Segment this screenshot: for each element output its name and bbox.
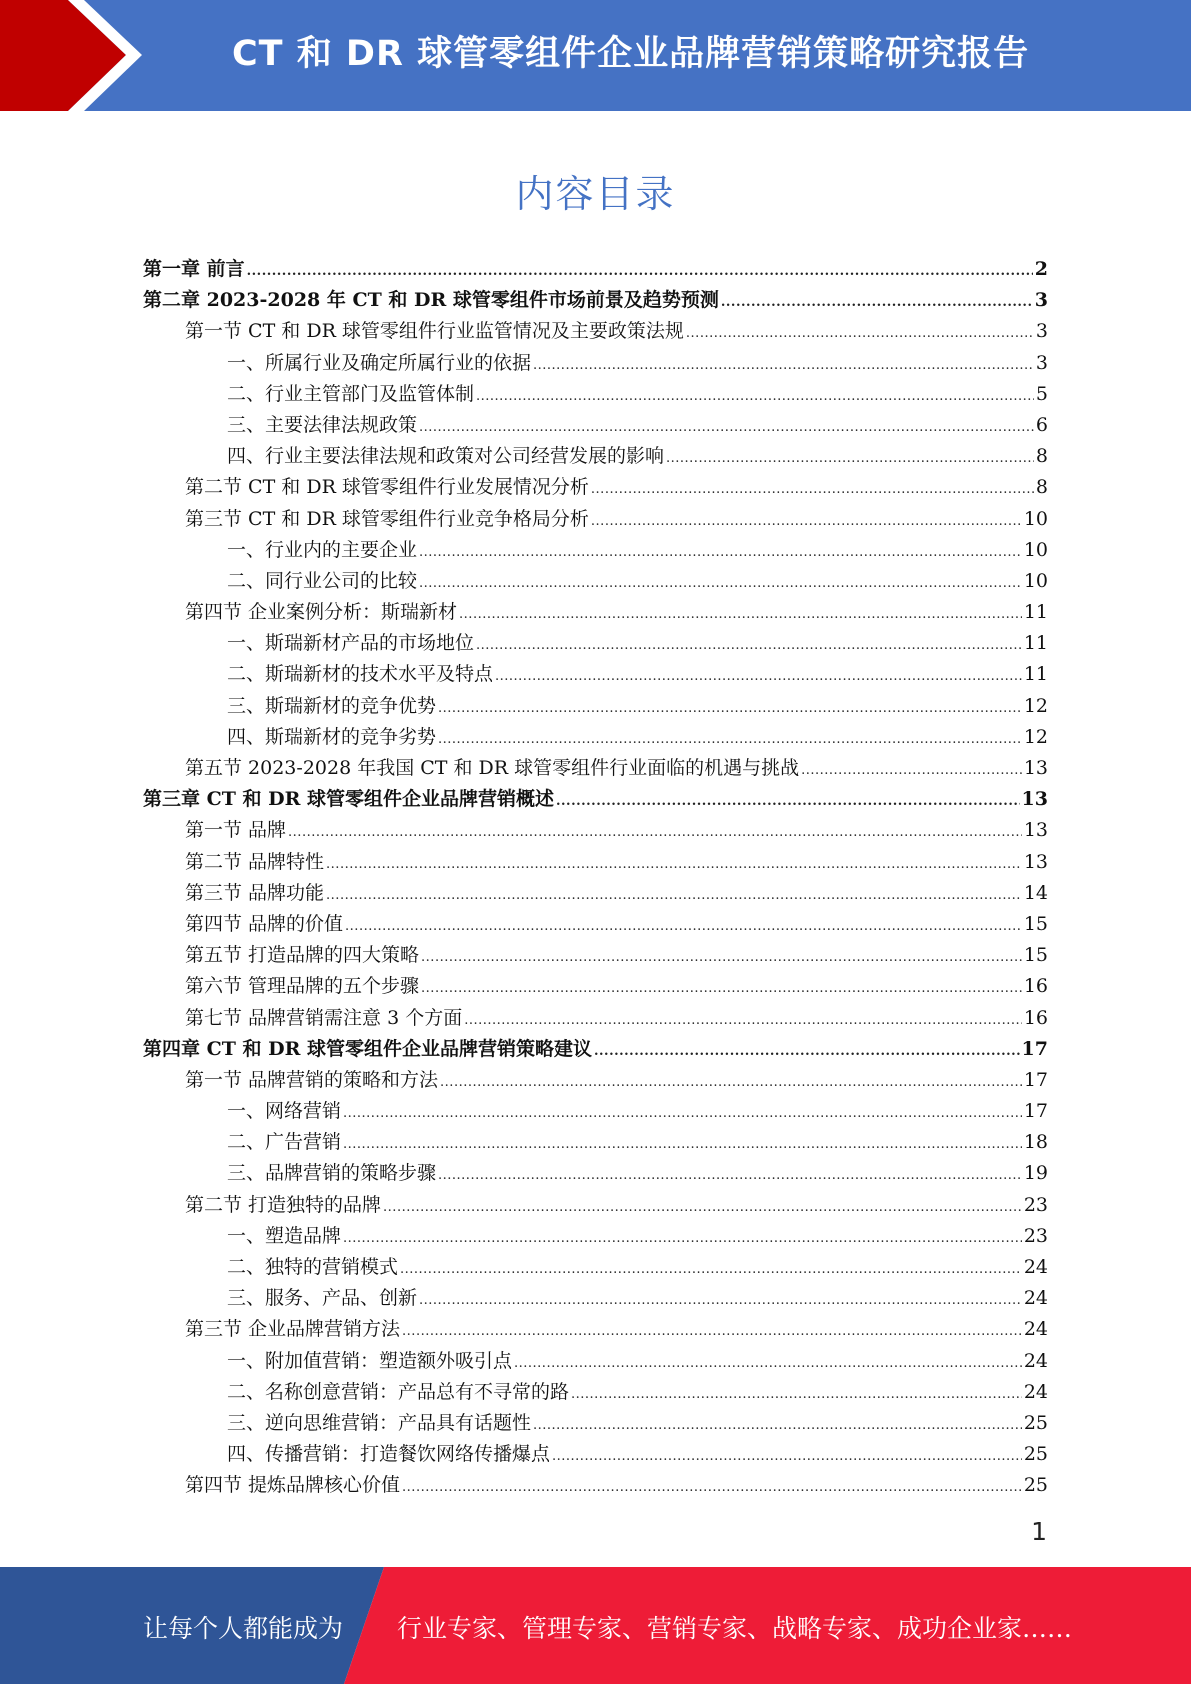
toc-dot-leader: [419, 568, 1022, 599]
toc-entry[interactable]: [143, 410, 1048, 441]
toc-entry-page: 25: [1023, 1474, 1048, 1497]
toc-entry[interactable]: [143, 316, 1048, 347]
toc-entry-title: 第三节 CT 和 DR 球管零组件行业竞争格局分析: [185, 507, 589, 530]
toc-entry-page: 13: [1023, 757, 1048, 779]
toc-dot-leader: [343, 1223, 1022, 1254]
toc-dot-leader: [247, 256, 1033, 287]
toc-heading: 内容目录: [515, 172, 676, 216]
toc-dot-leader: [594, 1036, 1020, 1067]
toc-dot-leader: [801, 755, 1022, 786]
toc-entry-page: 3: [1035, 351, 1048, 374]
toc-entry-page: 23: [1023, 1193, 1048, 1216]
toc-dot-leader: [326, 849, 1022, 880]
toc-entry-title: 第四节 企业案例分析：斯瑞新材: [185, 601, 458, 624]
toc-entry[interactable]: [143, 722, 1048, 753]
toc-dot-leader: [419, 537, 1022, 568]
toc-entry-title: 三、服务、产品、创新: [227, 1287, 418, 1310]
toc-dot-leader: [421, 973, 1022, 1004]
toc-entry-page: 12: [1023, 725, 1048, 748]
toc-entry-title: 二、斯瑞新材的技术水平及特点: [227, 663, 494, 686]
toc-entry-page: 11: [1023, 632, 1048, 655]
toc-entry[interactable]: [143, 441, 1048, 472]
toc-entry-title: 第三章 CT 和 DR 球管零组件企业品牌营销概述: [143, 788, 554, 811]
toc-dot-leader: [552, 1441, 1022, 1472]
toc-entry-page: 2: [1034, 258, 1048, 280]
toc-entry-title: 三、品牌营销的策略步骤: [227, 1162, 437, 1185]
toc-entry[interactable]: [143, 379, 1048, 410]
toc-entry[interactable]: [143, 1314, 1048, 1345]
toc-entry-page: 10: [1023, 507, 1048, 530]
toc-entry-title: 第四章 CT 和 DR 球管零组件企业品牌营销策略建议: [143, 1037, 592, 1060]
toc-entry-title: 一、塑造品牌: [227, 1224, 342, 1247]
toc-entry-page: 17: [1021, 1037, 1048, 1060]
toc-dot-leader: [476, 630, 1022, 661]
toc-dot-leader: [400, 1254, 1022, 1285]
toc-entry[interactable]: [143, 628, 1048, 659]
toc-entry-title: 第四节 提炼品牌核心价值: [185, 1474, 401, 1497]
toc-entry-title: 第二节 打造独特的品牌: [185, 1193, 382, 1216]
toc-entry[interactable]: [143, 1470, 1048, 1501]
toc-entry[interactable]: [143, 1408, 1048, 1439]
toc-entry[interactable]: [143, 971, 1048, 1002]
toc-entry-title: 第二节 品牌特性: [185, 850, 325, 873]
toc-entry-title: 第七节 品牌营销需注意 3 个方面: [185, 1006, 463, 1029]
toc-entry-title: 第一节 CT 和 DR 球管零组件行业监管情况及主要政策法规: [185, 320, 684, 343]
toc-entry-page: 24: [1023, 1380, 1048, 1403]
toc-entry[interactable]: [143, 1377, 1048, 1408]
toc-entry-page: 14: [1023, 881, 1048, 904]
toc-entry-title: 一、附加值营销：塑造额外吸引点: [227, 1349, 513, 1372]
toc-dot-leader: [533, 350, 1034, 381]
toc-dot-leader: [438, 724, 1022, 755]
toc-entry[interactable]: [143, 285, 1048, 316]
toc-entry[interactable]: [143, 1127, 1048, 1158]
toc-entry[interactable]: [143, 1034, 1048, 1065]
toc-entry-page: 3: [1035, 320, 1048, 343]
toc-entry[interactable]: [143, 753, 1048, 784]
toc-entry[interactable]: [143, 1252, 1048, 1283]
toc-dot-leader: [440, 1067, 1022, 1098]
toc-entry-page: 11: [1023, 663, 1048, 686]
toc-entry[interactable]: [143, 1283, 1048, 1314]
toc-entry-title: 二、广告营销: [227, 1131, 342, 1154]
toc-dot-leader: [438, 1160, 1022, 1191]
toc-entry[interactable]: [143, 815, 1048, 846]
toc-dot-leader: [571, 1379, 1022, 1410]
toc-entry[interactable]: [143, 1158, 1048, 1189]
toc-entry-title: 一、斯瑞新材产品的市场地位: [227, 632, 475, 655]
toc-dot-leader: [419, 1285, 1022, 1316]
toc-entry-title: 第六节 管理品牌的五个步骤: [185, 975, 420, 998]
toc-entry-page: 24: [1023, 1287, 1048, 1310]
toc-entry[interactable]: [143, 504, 1048, 535]
toc-entry[interactable]: [143, 940, 1048, 971]
toc-entry[interactable]: [143, 254, 1048, 285]
toc-entry[interactable]: [143, 659, 1048, 690]
footer-slogan-right: 行业专家、管理专家、营销专家、战略专家、成功企业家……: [397, 1614, 1073, 1643]
toc-dot-leader: [402, 1316, 1022, 1347]
toc-entry[interactable]: [143, 1190, 1048, 1221]
report-title: CT 和 DR 球管零组件企业品牌营销策略研究报告: [232, 34, 1030, 74]
toc-dot-leader: [438, 693, 1022, 724]
toc-entry-page: 8: [1035, 476, 1048, 499]
toc-entry-title: 三、斯瑞新材的竞争优势: [227, 694, 437, 717]
toc-dot-leader: [721, 287, 1033, 318]
toc-entry-title: 二、行业主管部门及监管体制: [227, 382, 475, 405]
toc-entry-page: 15: [1023, 944, 1048, 967]
toc-entry[interactable]: [143, 1096, 1048, 1127]
toc-entry-page: 15: [1023, 912, 1048, 935]
toc-entry-title: 一、行业内的主要企业: [227, 538, 418, 561]
toc-entry-title: 一、网络营销: [227, 1100, 342, 1123]
toc-entry-title: 三、逆向思维营销：产品具有话题性: [227, 1411, 532, 1434]
footer-slogan-left: 让每个人都能成为: [143, 1614, 344, 1643]
toc-entry-page: 13: [1023, 850, 1048, 873]
toc-dot-leader: [514, 1348, 1022, 1379]
toc-dot-leader: [343, 1129, 1022, 1160]
toc-entry[interactable]: [143, 1003, 1048, 1034]
toc-entry-title: 二、同行业公司的比较: [227, 569, 418, 592]
toc-entry-title: 第一节 品牌: [185, 819, 287, 842]
toc-entry-page: 11: [1023, 601, 1048, 624]
page-number: 1: [1031, 1517, 1047, 1546]
toc-entry-page: 13: [1023, 819, 1048, 842]
toc-entry-page: 16: [1023, 1006, 1048, 1029]
toc-entry-title: 第一章 前言: [143, 258, 245, 280]
toc-entry-page: 3: [1034, 289, 1048, 312]
toc-entry-title: 第三节 企业品牌营销方法: [185, 1318, 401, 1341]
toc-entry-page: 24: [1023, 1318, 1048, 1341]
toc-entry-page: 19: [1023, 1162, 1048, 1185]
toc-dot-leader: [288, 817, 1022, 848]
table-of-contents: [143, 254, 1048, 1502]
toc-entry-page: 5: [1035, 382, 1048, 405]
toc-entry-page: 13: [1021, 788, 1048, 811]
toc-entry-page: 12: [1023, 694, 1048, 717]
toc-entry-page: 18: [1023, 1131, 1048, 1154]
toc-entry-title: 二、独特的营销模式: [227, 1256, 399, 1278]
toc-entry-page: 16: [1023, 975, 1048, 998]
toc-entry-title: 一、所属行业及确定所属行业的依据: [227, 351, 532, 374]
toc-entry[interactable]: [143, 1065, 1048, 1096]
toc-dot-leader: [591, 474, 1034, 505]
toc-entry-title: 第二章 2023-2028 年 CT 和 DR 球管零组件市场前景及趋势预测: [143, 289, 719, 312]
toc-dot-leader: [591, 506, 1022, 537]
toc-dot-leader: [686, 318, 1034, 349]
toc-entry-page: 6: [1035, 413, 1048, 436]
toc-entry-title: 二、名称创意营销：产品总有不寻常的路: [227, 1380, 570, 1403]
toc-entry-title: 第一节 品牌营销的策略和方法: [185, 1068, 439, 1091]
toc-dot-leader: [666, 443, 1034, 474]
toc-entry-title: 四、行业主要法律法规和政策对公司经营发展的影响: [227, 445, 665, 468]
toc-entry[interactable]: [143, 535, 1048, 566]
toc-dot-leader: [459, 599, 1022, 630]
toc-entry[interactable]: [143, 472, 1048, 503]
toc-entry-title: 第五节 2023-2028 年我国 CT 和 DR 球管零组件行业面临的机遇与挑战: [185, 757, 800, 779]
toc-dot-leader: [345, 911, 1022, 942]
toc-dot-leader: [402, 1472, 1022, 1503]
toc-entry-page: 25: [1023, 1411, 1048, 1434]
toc-dot-leader: [495, 661, 1022, 692]
toc-entry-page: 25: [1023, 1443, 1048, 1466]
toc-dot-leader: [556, 786, 1020, 817]
toc-entry-page: 17: [1023, 1100, 1048, 1123]
toc-entry[interactable]: [143, 566, 1048, 597]
toc-entry-title: 第二节 CT 和 DR 球管零组件行业发展情况分析: [185, 476, 589, 499]
toc-entry-title: 三、主要法律法规政策: [227, 413, 418, 436]
toc-entry[interactable]: [143, 1346, 1048, 1377]
toc-entry-title: 四、传播营销：打造餐饮网络传播爆点: [227, 1443, 551, 1466]
toc-entry-page: 24: [1023, 1349, 1048, 1372]
toc-entry[interactable]: [143, 597, 1048, 628]
toc-entry[interactable]: [143, 909, 1048, 940]
toc-entry[interactable]: [143, 847, 1048, 878]
toc-entry-page: 10: [1023, 538, 1048, 561]
toc-entry-title: 四、斯瑞新材的竞争劣势: [227, 725, 437, 748]
toc-entry-title: 第五节 打造品牌的四大策略: [185, 944, 420, 967]
toc-dot-leader: [421, 942, 1022, 973]
toc-dot-leader: [533, 1410, 1022, 1441]
toc-entry-page: 8: [1035, 445, 1048, 468]
toc-entry[interactable]: [143, 1439, 1048, 1470]
toc-entry-page: 24: [1023, 1256, 1048, 1278]
toc-dot-leader: [326, 880, 1022, 911]
toc-dot-leader: [476, 381, 1034, 412]
toc-dot-leader: [383, 1192, 1022, 1223]
toc-dot-leader: [464, 1005, 1022, 1036]
toc-entry[interactable]: [143, 348, 1048, 379]
toc-entry-page: 17: [1023, 1068, 1048, 1091]
footer-band: [0, 1567, 1191, 1684]
toc-dot-leader: [343, 1098, 1022, 1129]
header-arrow-decoration: [0, 0, 160, 111]
toc-entry[interactable]: [143, 1221, 1048, 1252]
toc-entry-page: 23: [1023, 1224, 1048, 1247]
toc-entry-title: 第三节 品牌功能: [185, 881, 325, 904]
toc-dot-leader: [419, 412, 1034, 443]
toc-entry[interactable]: [143, 878, 1048, 909]
toc-entry[interactable]: [143, 784, 1048, 815]
toc-entry-page: 10: [1023, 569, 1048, 592]
toc-entry-title: 第四节 品牌的价值: [185, 912, 344, 935]
toc-entry[interactable]: [143, 691, 1048, 722]
header-band: [0, 0, 1191, 111]
